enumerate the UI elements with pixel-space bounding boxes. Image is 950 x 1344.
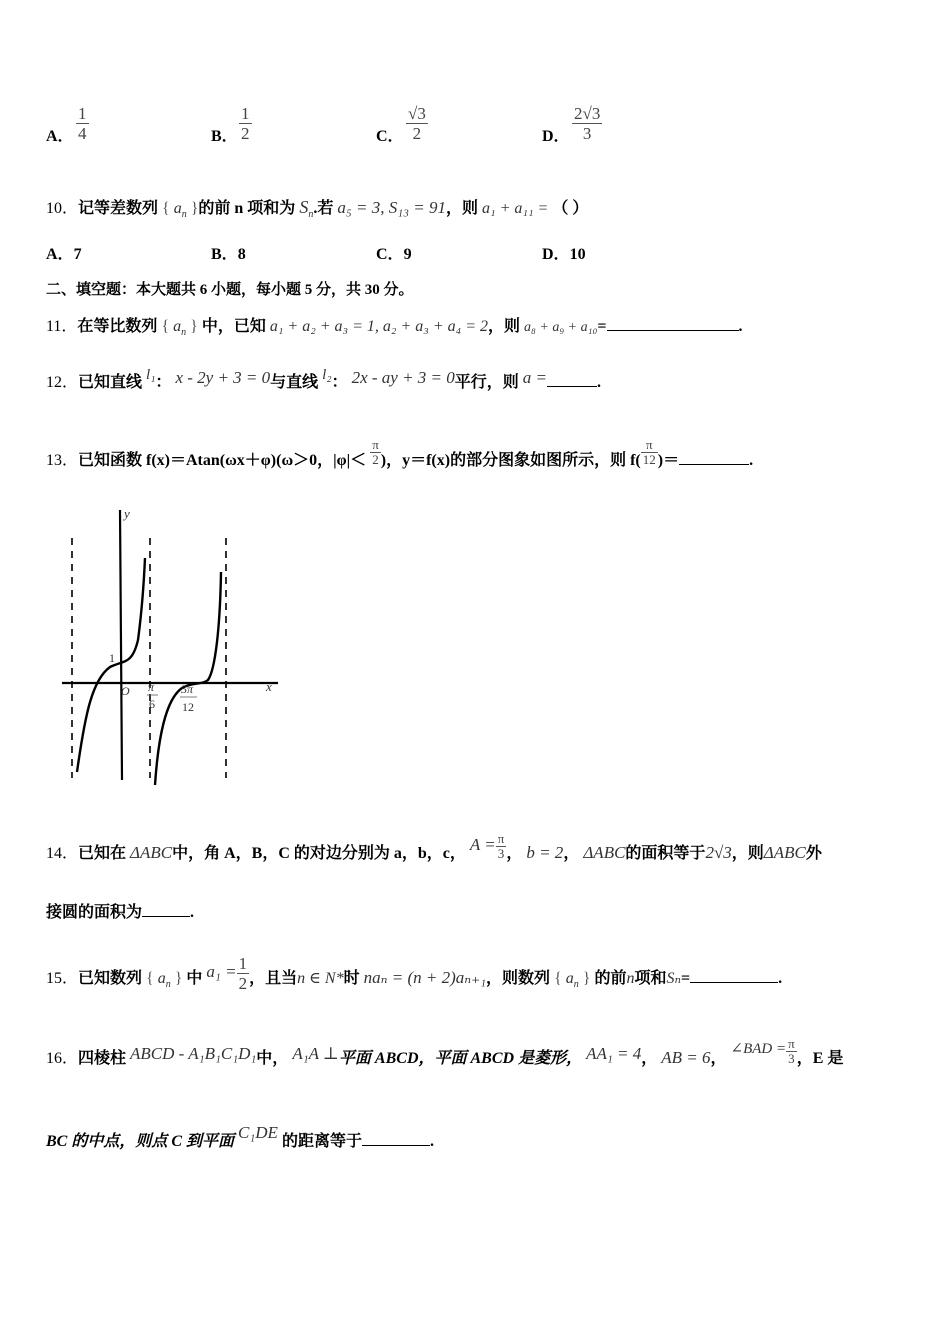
q12-equation-1: x - 2y + 3 = 0 — [175, 368, 271, 387]
q12-a-equals: a = — [522, 368, 548, 387]
option-value: 10 — [569, 246, 586, 263]
q15-stem — [46, 954, 783, 999]
option-value: 8 — [237, 246, 246, 263]
q15-text-1: 已知数列 — [78, 970, 143, 988]
frac-den: 2 — [370, 452, 381, 467]
q9-option-c-value — [406, 104, 428, 143]
q12-number: 12． — [46, 374, 79, 391]
frac-den: 2 — [406, 123, 428, 143]
q15-number: 15． — [46, 970, 79, 988]
frac-num: π — [497, 831, 505, 846]
frac-num: π — [645, 437, 653, 452]
q11-seq: { $a_n$ } — [161, 318, 198, 339]
q10-answer-paren: （ ） — [552, 200, 589, 217]
q16-ab: AB = 6 — [661, 1048, 711, 1068]
frac-den: 3 — [572, 123, 602, 143]
q10-option-c — [376, 245, 412, 265]
frac-num: 2√3 — [574, 104, 601, 123]
q12-answer-blank[interactable] — [547, 372, 597, 387]
tan-graph — [40, 500, 290, 795]
q15-period: . — [778, 970, 783, 988]
q14-text-4: ，则 — [731, 845, 764, 863]
q13-text-1: 已知函数 f(x)＝Atan(ωx＋φ)(ω＞0，|φ|＜ — [78, 452, 367, 470]
seq-a: a — [173, 200, 182, 217]
q10-S-sub: n — [308, 209, 314, 221]
q12-text-1: 已知直线 — [78, 374, 143, 391]
q15-text-6: 的前 — [594, 970, 627, 988]
origin-label: O — [121, 684, 130, 698]
q12-l1: l₁ — [146, 367, 156, 383]
q9-option-d-label: D． — [542, 128, 570, 145]
q10-stem — [46, 197, 588, 225]
q15-text-2: 中 — [186, 970, 203, 988]
q14-text-5: 外 — [805, 845, 822, 863]
q16-pi-over-3 — [786, 1037, 797, 1066]
q14-A-equals: A = — [469, 835, 496, 855]
q16-perp: A₁A ⊥ — [292, 1044, 339, 1064]
option-label: D． — [542, 246, 570, 263]
q15-text-7: 项和 — [634, 970, 667, 988]
tan-branch-right — [155, 572, 221, 785]
frac-den: 2 — [241, 124, 250, 143]
q11-text-1: 在等比数列 — [77, 318, 158, 335]
q9-option-a-value — [76, 104, 89, 143]
frac-den: 3 — [496, 846, 507, 861]
q15-a1-equals: a₁ = — [206, 962, 237, 982]
q14-comma-2: ， — [563, 845, 580, 863]
seq-sub: n — [181, 327, 187, 339]
frac-num: 1 — [241, 104, 250, 123]
q12-stem — [46, 367, 602, 393]
q14-number: 14． — [46, 845, 79, 863]
q16-stem — [46, 1036, 844, 1074]
q16-comma-2: ， — [710, 1050, 727, 1068]
q9-option-c-label: C． — [376, 128, 404, 145]
q12-text-2: 与直线 — [270, 374, 319, 391]
q14-b-equals: b = 2 — [526, 843, 564, 863]
q10-number: 10． — [46, 200, 79, 217]
q16-prism: ABCD - A₁B₁C₁D₁ — [130, 1044, 257, 1064]
q16-text-4: ，E 是 — [796, 1050, 844, 1068]
q13-number: 13． — [46, 452, 79, 470]
frac-num: π — [372, 437, 379, 452]
q14-text-3: 的面积等于 — [625, 845, 706, 863]
q14-line2-text: 接圆的面积为 — [46, 904, 143, 921]
q15-text-3: ，且当 — [249, 970, 298, 988]
q14-triangle-2: ΔABC — [583, 843, 626, 863]
q11-answer-blank[interactable] — [607, 316, 739, 331]
5pi12-num: 5π — [181, 682, 194, 696]
q14-comma: ， — [506, 845, 523, 863]
frac-num: 1 — [78, 104, 87, 123]
frac-den: 3 — [786, 1051, 797, 1066]
5pi12-den: 12 — [182, 700, 194, 714]
q13-text-2: )，y＝f(x)的部分图象如图所示，则 f( — [380, 452, 641, 470]
q10-text-2: 的前 n 项和为 — [198, 200, 296, 217]
frac-num: √3 — [408, 104, 426, 123]
q14-triangle-1: ΔABC — [130, 843, 173, 863]
q15-text-4: 时 — [343, 970, 360, 988]
q11-stem — [46, 316, 743, 343]
q14-triangle-3: ΔABC — [763, 843, 806, 863]
q14-area: 2√3 — [705, 843, 732, 863]
q10-option-d — [542, 245, 586, 265]
frac-den: 2 — [238, 974, 248, 993]
option-label: A． — [46, 246, 74, 263]
q11-expression: a₈ + a₉ + a₁₀ — [524, 320, 598, 335]
pi6-den: 6 — [149, 697, 155, 711]
tan-branch-left — [77, 558, 145, 772]
q16-period: . — [429, 1133, 434, 1150]
q16-text-3: 平面 ABCD，平面 ABCD 是菱形， — [338, 1050, 583, 1068]
q14-answer-blank[interactable] — [142, 902, 190, 917]
option-label: C． — [376, 246, 404, 263]
q15-text-5: ，则数列 — [486, 970, 551, 988]
frac-den: 12 — [642, 452, 656, 467]
seq-a: a — [157, 970, 166, 988]
y-axis — [120, 510, 122, 780]
y-one-label: 1 — [109, 651, 115, 665]
q15-one-half — [237, 954, 250, 993]
option-label: B． — [211, 246, 238, 263]
q11-number: 11． — [46, 318, 78, 335]
y-axis-label: y — [124, 506, 130, 521]
q10-text-3: .若 — [313, 200, 334, 217]
q9-option-d-value — [572, 104, 602, 143]
q14-stem — [46, 831, 822, 869]
q11-period: . — [738, 318, 743, 335]
x-axis-label: x — [266, 679, 272, 694]
q10-S: S — [299, 197, 309, 217]
q12-text-3: 平行，则 — [454, 374, 519, 391]
q14-period: . — [190, 904, 195, 921]
seq-sub: n — [181, 209, 187, 221]
q15-recurrence: naₙ = (n + 2)aₙ₊₁ — [363, 968, 487, 988]
option-value: 9 — [403, 246, 412, 263]
q12-colon-1: ： — [155, 374, 172, 391]
q16-line2-text-a: BC 的中点，则点 C 到平面 — [46, 1133, 235, 1150]
q14-line-2 — [46, 902, 194, 923]
section-2-title: 二、填空题：本大题共 6 小题，每小题 5 分，共 30 分。 — [46, 282, 414, 298]
q13-stem — [46, 437, 754, 476]
q15-seq-1: { $a_n$ } — [146, 970, 183, 991]
option-value: 7 — [73, 246, 82, 263]
q15-equals: = — [680, 970, 691, 988]
seq-a: a — [173, 318, 182, 335]
pi6-num: π — [148, 680, 155, 694]
q15-n: n — [626, 970, 635, 988]
q16-angle: ∠BAD = — [730, 1041, 787, 1058]
frac-num: π — [788, 1036, 795, 1051]
q11-text-3: ，则 — [487, 318, 520, 335]
q16-text-1: 四棱柱 — [78, 1050, 127, 1068]
q16-comma: ， — [641, 1050, 658, 1068]
q10-expression: a₁ + a₁₁ = — [482, 200, 549, 217]
q11-text-2: 中，已知 — [201, 318, 266, 335]
q12-colon-2: ： — [331, 374, 348, 391]
q9-option-b-label: B． — [211, 128, 238, 145]
frac-den: 4 — [78, 124, 87, 143]
q16-answer-blank[interactable] — [362, 1131, 430, 1146]
q10-text-4: ，则 — [446, 200, 479, 217]
q15-seq-2: { $a_n$ } — [554, 970, 591, 991]
q14-text-2: 中，角 A，B，C 的对边分别为 a，b，c， — [172, 845, 466, 863]
q11-condition: a₁ + a₂ + a₃ = 1, a₂ + a₃ + a₄ = 2 — [269, 318, 488, 335]
q12-l2: l₂ — [322, 367, 332, 383]
q13-text-3: )＝ — [657, 452, 680, 470]
q16-line-2 — [46, 1123, 434, 1152]
q12-equation-2: 2x - ay + 3 = 0 — [351, 368, 455, 387]
q10-seq: { $a_n$ } — [162, 200, 199, 221]
q15-Sn: Sₙ — [666, 970, 681, 988]
q12-period: . — [597, 374, 602, 391]
q13-pi-over-2 — [370, 438, 381, 467]
q9-option-a-label: A． — [46, 128, 74, 145]
q10-condition: a₅ = 3, S₁₃ = 91 — [337, 198, 447, 217]
q16-line2-text-b: 的距离等于 — [281, 1133, 362, 1150]
q14-pi-over-3 — [496, 832, 507, 861]
q15-condition: n ∈ N* — [297, 970, 344, 988]
q9-option-b-value — [239, 104, 252, 143]
q13-period: . — [749, 452, 754, 470]
q13-pi-over-12 — [641, 438, 658, 467]
q16-text-2: 中， — [256, 1050, 289, 1068]
seq-sub: n — [165, 979, 171, 991]
q11-equals: = — [597, 318, 607, 335]
q14-text-1: 已知在 — [78, 845, 127, 863]
q16-number: 16． — [46, 1050, 79, 1068]
q10-option-a — [46, 245, 82, 265]
q10-option-b — [211, 245, 246, 265]
q15-answer-blank[interactable] — [690, 968, 778, 983]
seq-sub: n — [573, 979, 579, 991]
frac-num: 1 — [238, 954, 248, 973]
seq-a: a — [565, 970, 574, 988]
q10-text-1: 记等差数列 — [78, 200, 159, 217]
q16-plane: C₁DE — [238, 1123, 278, 1142]
q16-aa1: AA₁ = 4 — [586, 1044, 642, 1064]
q13-answer-blank[interactable] — [679, 450, 749, 465]
